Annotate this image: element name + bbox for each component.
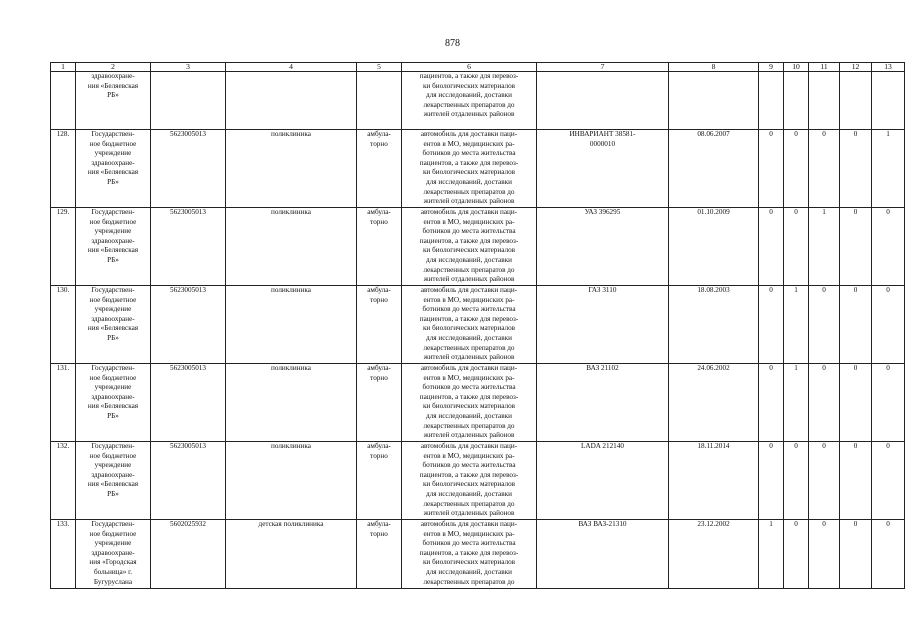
value-cell: 0 (784, 208, 809, 286)
value-cell: 0 (840, 442, 872, 520)
table-row (51, 442, 905, 520)
row-number: 129. (51, 208, 76, 286)
purpose-cell: пациентов, а также для перевоз- ки биологических материалов для исследований, доставки лекарственных препаратов до жителей отдаленных районов (402, 72, 537, 130)
value-cell: 0 (809, 130, 840, 208)
table-row (51, 208, 905, 286)
column-header: 11 (809, 63, 840, 72)
organization-cell: здравоохране- ния «Беляевская РБ» (76, 72, 151, 130)
value-cell: 0 (809, 520, 840, 589)
purpose-cell: автомобиль для доставки паци- ентов в МО, медицинских ра- ботников до места жительства пациентов, а также для перевоз- ки биологических материалов для исследований, доставки лекарственных препаратов до жителей отдаленных районов (402, 286, 537, 364)
value-cell: 0 (809, 286, 840, 364)
column-header: 5 (357, 63, 402, 72)
date-cell: 08.06.2007 (669, 130, 759, 208)
vehicle-cell (537, 72, 669, 130)
value-cell: 1 (809, 208, 840, 286)
value-cell: 0 (872, 442, 905, 520)
value-cell: 0 (840, 364, 872, 442)
inn-cell (151, 72, 226, 130)
vehicle-cell: ВАЗ ВАЗ-21310 (537, 520, 669, 589)
organization-cell: Государствен- ное бюджетное учреждение здравоохране- ния «Беляевская РБ» (76, 364, 151, 442)
vehicle-cell: ГАЗ 3110 (537, 286, 669, 364)
unit-type-cell: детская поликлиника (226, 520, 357, 589)
unit-type-cell: поликлиника (226, 130, 357, 208)
value-cell: 0 (872, 208, 905, 286)
unit-type-cell (226, 72, 357, 130)
table-row (51, 364, 905, 442)
column-header: 10 (784, 63, 809, 72)
care-kind-cell (357, 72, 402, 130)
inn-cell: 5623005013 (151, 286, 226, 364)
value-cell (784, 72, 809, 130)
value-cell: 0 (759, 130, 784, 208)
row-number: 130. (51, 286, 76, 364)
value-cell: 0 (840, 208, 872, 286)
inn-cell: 5623005013 (151, 208, 226, 286)
care-kind-cell: амбула- торно (357, 130, 402, 208)
organization-cell: Государствен- ное бюджетное учреждение здравоохране- ния «Городская больница» г. Бугуруслана (76, 520, 151, 589)
care-kind-cell: амбула- торно (357, 520, 402, 589)
column-header: 1 (51, 63, 76, 72)
row-number: 132. (51, 442, 76, 520)
unit-type-cell: поликлиника (226, 442, 357, 520)
organization-cell: Государствен- ное бюджетное учреждение здравоохране- ния «Беляевская РБ» (76, 286, 151, 364)
organization-cell: Государствен- ное бюджетное учреждение здравоохране- ния «Беляевская РБ» (76, 130, 151, 208)
value-cell: 0 (840, 286, 872, 364)
purpose-cell: автомобиль для доставки паци- ентов в МО, медицинских ра- ботников до места жительства пациентов, а также для перевоз- ки биологических материалов для исследований, доставки лекарственных препаратов до жителей отдаленных районов (402, 442, 537, 520)
value-cell: 0 (784, 130, 809, 208)
value-cell (759, 72, 784, 130)
column-header: 2 (76, 63, 151, 72)
value-cell (840, 72, 872, 130)
value-cell: 1 (759, 520, 784, 589)
care-kind-cell: амбула- торно (357, 286, 402, 364)
value-cell (809, 72, 840, 130)
table-row (51, 286, 905, 364)
row-number: 128. (51, 130, 76, 208)
table-row (51, 520, 905, 589)
table-row (51, 130, 905, 208)
purpose-cell: автомобиль для доставки паци- ентов в МО, медицинских ра- ботников до места жительства пациентов, а также для перевоз- ки биологических материалов для исследований, доставки лекарственных препаратов до жителей отдаленных районов (402, 364, 537, 442)
column-header: 6 (402, 63, 537, 72)
vehicle-cell: ВАЗ 21102 (537, 364, 669, 442)
value-cell: 0 (872, 364, 905, 442)
row-number: 131. (51, 364, 76, 442)
purpose-cell: автомобиль для доставки паци- ентов в МО, медицинских ра- ботников до места жительства пациентов, а также для перевоз- ки биологических материалов для исследований, доставки лекарственных препаратов до (402, 520, 537, 589)
inn-cell: 5602025932 (151, 520, 226, 589)
vehicle-register-table (50, 62, 905, 589)
purpose-cell: автомобиль для доставки паци- ентов в МО, медицинских ра- ботников до места жительства пациентов, а также для перевоз- ки биологических материалов для исследований, доставки лекарственных препаратов до жителей отдаленных районов (402, 130, 537, 208)
table-row (51, 72, 905, 130)
column-header: 7 (537, 63, 669, 72)
value-cell: 0 (809, 442, 840, 520)
row-number (51, 72, 76, 130)
row-number: 133. (51, 520, 76, 589)
value-cell (872, 72, 905, 130)
organization-cell: Государствен- ное бюджетное учреждение здравоохране- ния «Беляевская РБ» (76, 442, 151, 520)
care-kind-cell: амбула- торно (357, 208, 402, 286)
column-header: 9 (759, 63, 784, 72)
vehicle-cell: ИНВАРИАНТ 38581- 0000010 (537, 130, 669, 208)
value-cell: 1 (784, 286, 809, 364)
vehicle-cell: LADA 212140 (537, 442, 669, 520)
value-cell: 0 (784, 520, 809, 589)
date-cell: 24.06.2002 (669, 364, 759, 442)
value-cell: 1 (872, 130, 905, 208)
care-kind-cell: амбула- торно (357, 364, 402, 442)
inn-cell: 5623005013 (151, 130, 226, 208)
unit-type-cell: поликлиника (226, 208, 357, 286)
column-header: 3 (151, 63, 226, 72)
date-cell: 01.10.2009 (669, 208, 759, 286)
column-header: 8 (669, 63, 759, 72)
unit-type-cell: поликлиника (226, 364, 357, 442)
value-cell: 0 (759, 364, 784, 442)
vehicle-cell: УАЗ 396295 (537, 208, 669, 286)
column-header: 12 (840, 63, 872, 72)
column-header: 13 (872, 63, 905, 72)
value-cell: 0 (872, 286, 905, 364)
care-kind-cell: амбула- торно (357, 442, 402, 520)
value-cell: 0 (840, 520, 872, 589)
date-cell: 23.12.2002 (669, 520, 759, 589)
date-cell: 18.08.2003 (669, 286, 759, 364)
column-header: 4 (226, 63, 357, 72)
value-cell: 0 (759, 208, 784, 286)
unit-type-cell: поликлиника (226, 286, 357, 364)
inn-cell: 5623005013 (151, 442, 226, 520)
column-number-row (51, 63, 905, 72)
value-cell: 0 (784, 442, 809, 520)
organization-cell: Государствен- ное бюджетное учреждение здравоохране- ния «Беляевская РБ» (76, 208, 151, 286)
page-number: 878 (445, 38, 460, 49)
date-cell: 18.11.2014 (669, 442, 759, 520)
value-cell: 1 (784, 364, 809, 442)
value-cell: 0 (759, 286, 784, 364)
value-cell: 0 (759, 442, 784, 520)
date-cell (669, 72, 759, 130)
value-cell: 0 (872, 520, 905, 589)
value-cell: 0 (840, 130, 872, 208)
purpose-cell: автомобиль для доставки паци- ентов в МО, медицинских ра- ботников до места жительства пациентов, а также для перевоз- ки биологических материалов для исследований, доставки лекарственных препаратов до жителей отдаленных районов (402, 208, 537, 286)
inn-cell: 5623005013 (151, 364, 226, 442)
value-cell: 0 (809, 364, 840, 442)
